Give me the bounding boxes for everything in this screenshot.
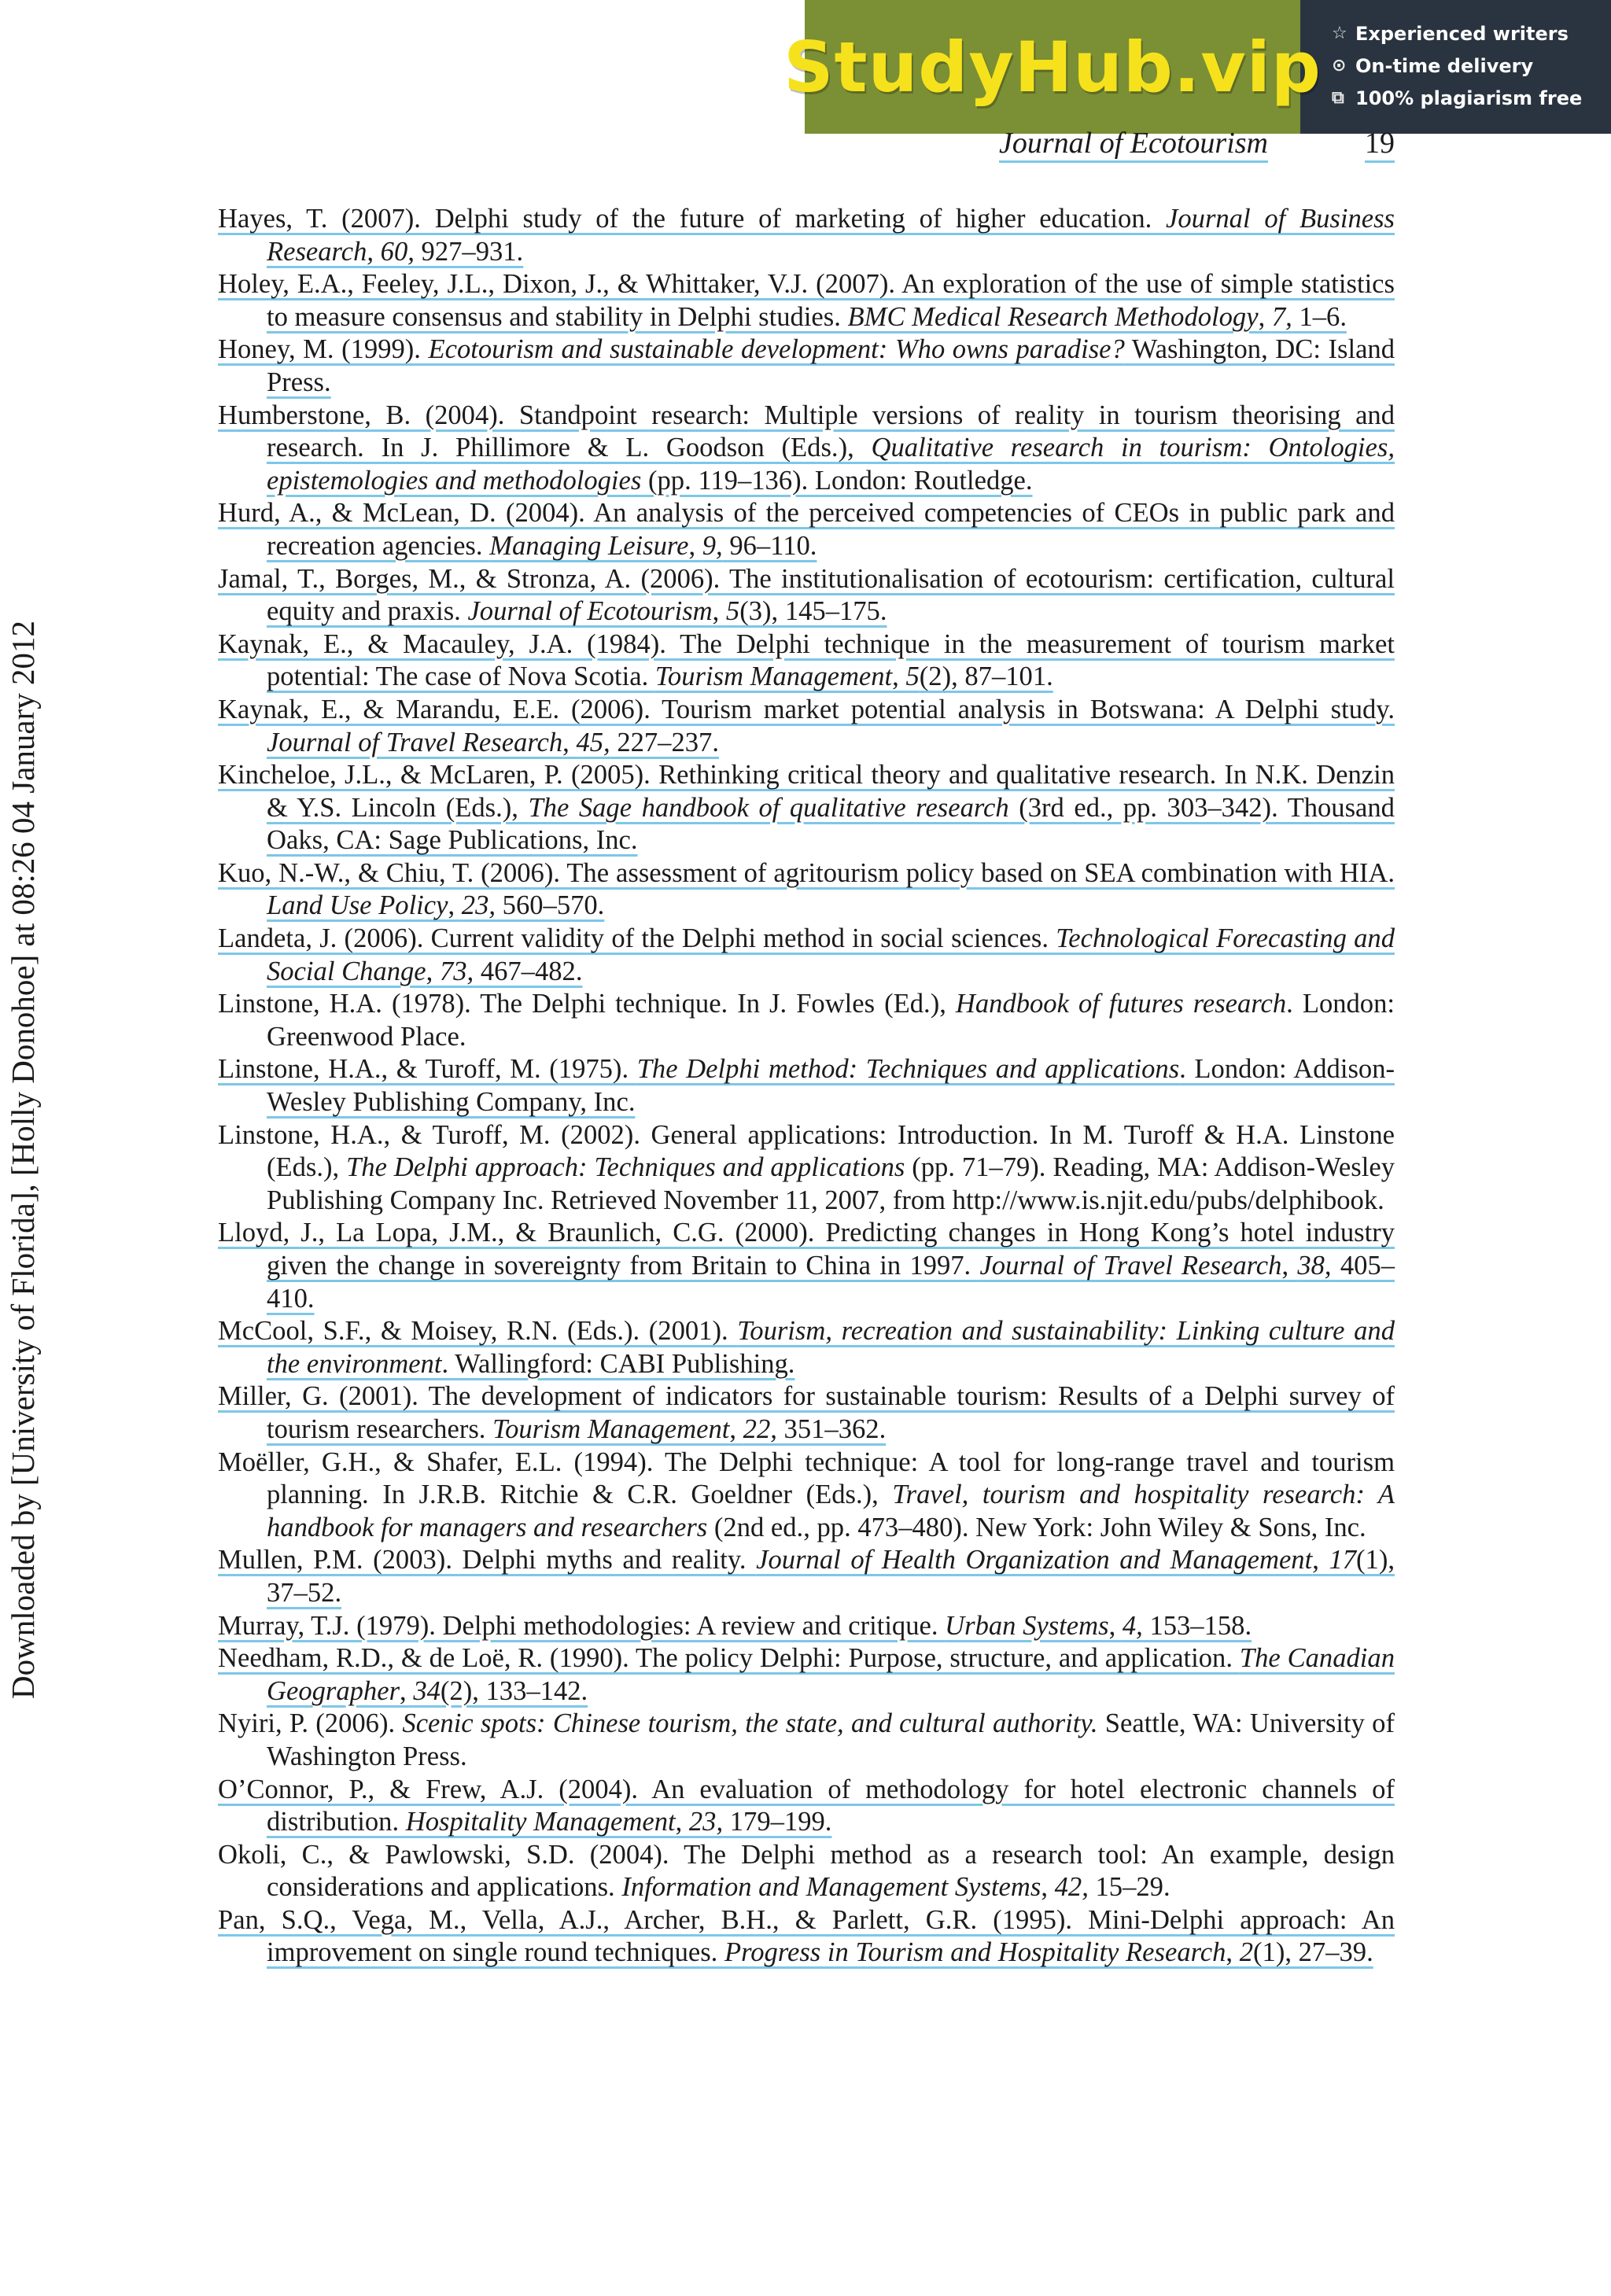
reference-text: [218, 1447, 1395, 1542]
reference-link[interactable]: [218, 563, 1395, 628]
reference-italic-text: Tourism Management: [654, 662, 893, 692]
reference-plain-text: Linstone, H.A. (1978). The Delphi technique. In J. Fowles (Ed.),: [218, 989, 956, 1019]
reference-italic-text: Information and Management Systems: [621, 1872, 1041, 1903]
reference-text: [218, 629, 1395, 692]
reference-plain-text: ,: [712, 596, 726, 627]
reference-plain-text: 927–931.: [414, 236, 524, 267]
reference-plain-text: (2), 87–101.: [919, 662, 1053, 692]
reference-text: [218, 695, 1395, 757]
reference-plain-text: (pp. 119–136). London: Routledge.: [641, 465, 1033, 496]
reference-plain-text: . London: Addison-Wesley Publishing Company, Inc.: [267, 1054, 1395, 1118]
studyhub-banner[interactable]: [783, 0, 1611, 134]
reference-plain-text: 153–158.: [1142, 1610, 1252, 1641]
reference-italic-text: Tourism Management: [492, 1413, 730, 1444]
reference-text: [218, 400, 1395, 496]
reference-entry: [218, 1119, 1395, 1218]
reference-entry: [218, 1447, 1395, 1545]
reference-link[interactable]: [218, 759, 1395, 857]
reference-plain-text: (2nd ed., pp. 473–480). New York: John Wiley & Sons, Inc.: [707, 1512, 1366, 1542]
reference-plain-text: ,: [729, 1413, 743, 1444]
reference-italic-text: Technological Forecasting and Social Change: [267, 923, 1395, 986]
reference-italic-text: Ecotourism and sustainable development: Who owns paradise?: [428, 334, 1125, 365]
reference-italic-text: The Sage handbook of qualitative research: [528, 792, 1009, 823]
reference-plain-text: ,: [688, 530, 702, 561]
reference-italic-text: The Delphi approach: Techniques and applications: [346, 1152, 905, 1183]
reference-italic-text: 34: [413, 1675, 441, 1706]
reference-italic-text: 17: [1329, 1545, 1357, 1576]
reference-plain-text: Lloyd, J., La Lopa, J.M., & Braunlich, C.G. (2000). Predicting changes in Hong Kong’s hotel industry given the change in sovereignty from Britain to China in 1997.: [218, 1218, 1395, 1281]
reference-link[interactable]: [218, 400, 1395, 498]
reference-entry: [218, 988, 1395, 1053]
reference-plain-text: (2), 133–142.: [440, 1675, 588, 1706]
reference-italic-text: Land Use Policy: [267, 890, 448, 921]
reference-plain-text: Hurd, A., & McLean, D. (2004). An analysis of the perceived competencies of CEOs in public park and recreation agencies.: [218, 498, 1395, 561]
reference-link[interactable]: [218, 628, 1395, 694]
reference-plain-text: ,: [1108, 1610, 1123, 1641]
reference-plain-text: Washington, DC: Island Press.: [267, 334, 1395, 397]
reference-plain-text: 351–362.: [776, 1413, 887, 1444]
reference-link[interactable]: [218, 1642, 1395, 1708]
reference-link[interactable]: [218, 1217, 1395, 1315]
reference-text: [218, 334, 1395, 397]
reference-plain-text: Holey, E.A., Feeley, J.L., Dixon, J., & Whittaker, V.J. (2007). An exploration of the use of simple statistics to measure consensus and stability in Delphi studies.: [218, 269, 1395, 332]
feature-item: [1332, 50, 1611, 82]
reference-link[interactable]: [218, 923, 1395, 988]
reference-text: [218, 923, 1395, 986]
reference-link[interactable]: [218, 857, 1395, 923]
reference-italic-text: Hospitality Management: [405, 1807, 676, 1837]
studyhub-logo-text: StudyHub.vip: [783, 26, 1322, 108]
reference-italic-text: Scenic spots: Chinese tourism, the state, and cultural authority.: [402, 1708, 1098, 1739]
reference-plain-text: (pp. 71–79). Reading, MA: Addison-Wesley Publishing Company Inc. Retrieved November 11, 2007, from http://www.is.njit.edu/pubs/delphibook.: [267, 1152, 1395, 1215]
reference-italic-text: Journal of Travel Research: [267, 727, 563, 757]
reference-plain-text: ,: [448, 890, 462, 921]
reference-italic-text: 5: [725, 596, 740, 627]
reference-plain-text: Okoli, C., & Pawlowski, S.D. (2004). The Delphi method as a research tool: An example, design considerations and applications.: [218, 1839, 1395, 1903]
reference-plain-text: Murray, T.J. (1979). Delphi methodologies: A review and critique.: [218, 1610, 946, 1641]
reference-text: [218, 1905, 1395, 1968]
reference-text: [218, 564, 1395, 627]
reference-link[interactable]: [218, 1053, 1395, 1119]
reference-plain-text: Needham, R.D., & de Loë, R. (1990). The policy Delphi: Purpose, structure, and application.: [218, 1643, 1240, 1674]
reference-plain-text: 467–482.: [474, 956, 583, 986]
reference-italic-text: Managing Leisure: [489, 530, 689, 561]
reference-plain-text: (1), 37–52.: [267, 1545, 1395, 1608]
reference-plain-text: . London: Greenwood Place.: [267, 989, 1395, 1052]
star-icon: ☆: [1332, 24, 1347, 43]
reference-plain-text: Honey, M. (1999).: [218, 334, 429, 365]
reference-italic-text: Journal of Health Organization and Management: [756, 1545, 1313, 1576]
reference-plain-text: Humberstone, B. (2004). Standpoint research: Multiple versions of reality in tourism theorising and research. In J. Phillimore & L. Goodson (Eds.),: [218, 400, 1395, 463]
reference-plain-text: Mullen, P.M. (2003). Delphi myths and reality.: [218, 1545, 757, 1576]
feature-label: Experienced writers: [1355, 22, 1569, 45]
reference-plain-text: McCool, S.F., & Moisey, R.N. (Eds.). (2001).: [218, 1316, 738, 1347]
reference-plain-text: 15–29.: [1088, 1872, 1170, 1903]
reference-italic-text: 2: [1239, 1937, 1254, 1968]
reference-plain-text: (3rd ed., pp. 303–342). Thousand Oaks, CA: Sage Publications, Inc.: [267, 792, 1395, 856]
feature-item: [1332, 17, 1611, 50]
reference-link[interactable]: [218, 497, 1395, 562]
reference-plain-text: 96–110.: [722, 530, 817, 561]
reference-italic-text: BMC Medical Research Methodology: [847, 301, 1259, 332]
reference-plain-text: ,: [892, 662, 906, 692]
reference-list: [218, 203, 1395, 1970]
reference-entry: [218, 1708, 1395, 1773]
reference-text: [218, 1120, 1395, 1215]
reference-italic-text: 22,: [743, 1413, 777, 1444]
reference-plain-text: 227–237.: [610, 727, 719, 757]
feature-label: 100% plagiarism free: [1355, 87, 1583, 109]
reference-text: [218, 1611, 1252, 1641]
reference-link[interactable]: [218, 694, 1395, 759]
download-notice: Downloaded by [University of Florida], [Holly Donohoe] at 08:26 04 January 2012: [5, 621, 41, 1699]
journal-title-link[interactable]: Journal of Ecotourism: [999, 126, 1268, 163]
reference-text: [218, 204, 1395, 267]
reference-link[interactable]: [218, 1904, 1395, 1970]
reference-plain-text: ,: [426, 956, 440, 986]
reference-italic-text: 73,: [439, 956, 474, 986]
reference-link[interactable]: [218, 268, 1395, 334]
reference-entry: [218, 1839, 1395, 1904]
reference-text: [218, 760, 1395, 855]
clock-icon: ⊙: [1332, 56, 1347, 76]
reference-italic-text: Travel, tourism and hospitality research: A handbook for managers and researchers: [267, 1480, 1395, 1542]
reference-plain-text: O’Connor, P., & Frew, A.J. (2004). An evaluation of methodology for hotel electronic channels of distribution.: [218, 1774, 1395, 1837]
reference-plain-text: Kincheloe, J.L., & McLaren, P. (2005). Rethinking critical theory and qualitative research. In N.K. Denzin & Y.S. Lincoln (Eds.),: [218, 760, 1395, 823]
reference-text: [218, 498, 1395, 561]
reference-text: [218, 1775, 1395, 1837]
reference-italic-text: Urban Systems: [945, 1610, 1109, 1641]
reference-italic-text: Journal of Ecotourism: [467, 596, 713, 627]
reference-plain-text: Linstone, H.A., & Turoff, M. (1975).: [218, 1054, 637, 1085]
reference-text: [218, 1840, 1395, 1903]
reference-link[interactable]: [218, 1610, 1395, 1643]
reference-plain-text: Landeta, J. (2006). Current validity of the Delphi method in social sciences.: [218, 923, 1056, 954]
reference-italic-text: 45,: [576, 727, 610, 757]
reference-plain-text: 1–6.: [1292, 301, 1347, 332]
reference-text: [218, 1643, 1395, 1706]
reference-italic-text: 42,: [1054, 1872, 1089, 1903]
reference-text: [218, 269, 1395, 332]
reference-plain-text: Kaynak, E., & Macauley, J.A. (1984). The Delphi technique in the measurement of tourism market potential: The case of Nova Scotia.: [218, 628, 1395, 692]
reference-italic-text: 4,: [1122, 1610, 1143, 1641]
reference-text: [218, 1545, 1395, 1608]
reference-plain-text: Miller, G. (2001). The development of indicators for sustainable tourism: Results of a Delphi survey of tourism researchers.: [218, 1381, 1395, 1444]
reference-italic-text: Handbook of futures research: [955, 989, 1287, 1019]
reference-plain-text: ,: [562, 727, 577, 757]
reference-text: [218, 1054, 1395, 1117]
reference-italic-text: 38,: [1297, 1251, 1332, 1281]
reference-italic-text: The Delphi method: Techniques and applications: [636, 1054, 1180, 1085]
reference-italic-text: Progress in Tourism and Hospitality Research: [724, 1937, 1226, 1968]
reference-italic-text: Journal of Business Research, 60,: [267, 204, 1395, 267]
reference-plain-text: 179–199.: [723, 1807, 832, 1837]
feature-item: [1332, 82, 1611, 114]
reference-plain-text: Pan, S.Q., Vega, M., Vella, A.J., Archer, B.H., & Parlett, G.R. (1995). Mini-Delphi approach: An improvement on single round techniques.: [218, 1904, 1395, 1968]
reference-plain-text: 560–570.: [496, 890, 605, 921]
reference-plain-text: ,: [1258, 301, 1272, 332]
reference-text: [218, 1218, 1395, 1313]
reference-plain-text: ,: [400, 1675, 414, 1706]
reference-italic-text: 9,: [702, 530, 723, 561]
studyhub-logo[interactable]: [783, 0, 1322, 134]
reference-plain-text: Hayes, T. (2007). Delphi study of the future of marketing of higher education.: [218, 204, 1167, 234]
reference-link[interactable]: [218, 203, 1395, 268]
reference-link[interactable]: [218, 334, 1395, 399]
reference-text: [218, 1316, 1395, 1379]
reference-text: [218, 1381, 1395, 1444]
page-number-link[interactable]: 19: [1365, 126, 1395, 163]
reference-link[interactable]: [218, 1774, 1395, 1839]
reference-italic-text: The Canadian Geographer: [267, 1643, 1395, 1706]
reference-text: [218, 858, 1395, 921]
reference-link[interactable]: [218, 1380, 1395, 1446]
reference-plain-text: . Wallingford: CABI Publishing.: [441, 1348, 795, 1379]
reference-plain-text: ,: [1041, 1872, 1055, 1903]
reference-plain-text: Jamal, T., Borges, M., & Stronza, A. (2006). The institutionalisation of ecotourism: certification, cultural equity and praxis.: [218, 563, 1395, 627]
feature-label: On-time delivery: [1355, 54, 1534, 77]
reference-plain-text: ,: [1312, 1545, 1329, 1576]
reference-plain-text: Moëller, G.H., & Shafer, E.L. (1994). The Delphi technique: A tool for long-range travel and tourism planning. In J.R.B. Ritchie & C.R. Goeldner (Eds.),: [218, 1447, 1395, 1510]
reference-plain-text: ,: [675, 1807, 689, 1837]
reference-plain-text: Nyiri, P. (2006).: [218, 1708, 403, 1739]
copy-icon: ⧉: [1332, 88, 1344, 108]
reference-italic-text: Tourism, recreation and sustainability: Linking culture and the environment: [267, 1316, 1395, 1379]
reference-italic-text: Qualitative research in tourism: Ontologies, epistemologies and methodologies: [267, 433, 1395, 496]
reference-plain-text: ,: [1226, 1937, 1240, 1968]
reference-link[interactable]: [218, 1544, 1395, 1609]
reference-text: [218, 989, 1395, 1052]
banner-features: [1300, 0, 1611, 134]
reference-italic-text: 7,: [1271, 301, 1292, 332]
reference-text: [218, 1708, 1395, 1771]
reference-link[interactable]: [218, 1315, 1395, 1380]
reference-italic-text: 23,: [461, 890, 496, 921]
reference-plain-text: Kaynak, E., & Marandu, E.E. (2006). Tourism market potential analysis in Botswana: A Delphi study.: [218, 694, 1395, 724]
reference-italic-text: 5: [905, 662, 920, 692]
reference-plain-text: Linstone, H.A., & Turoff, M. (2002). General applications: Introduction. In M. Turoff & H.A. Linstone (Eds.),: [218, 1119, 1395, 1183]
running-header: [983, 126, 1395, 160]
reference-plain-text: (3), 145–175.: [739, 596, 887, 627]
reference-plain-text: Seattle, WA: University of Washington Press.: [267, 1708, 1395, 1771]
reference-italic-text: Journal of Travel Research: [979, 1251, 1282, 1281]
reference-italic-text: 23,: [688, 1807, 724, 1837]
reference-plain-text: (1), 27–39.: [1253, 1937, 1373, 1968]
reference-plain-text: Kuo, N.-W., & Chiu, T. (2006). The assessment of agritourism policy based on SEA combination with HIA.: [218, 857, 1395, 888]
reference-plain-text: 405–410.: [267, 1251, 1395, 1314]
reference-plain-text: ,: [1281, 1251, 1298, 1281]
